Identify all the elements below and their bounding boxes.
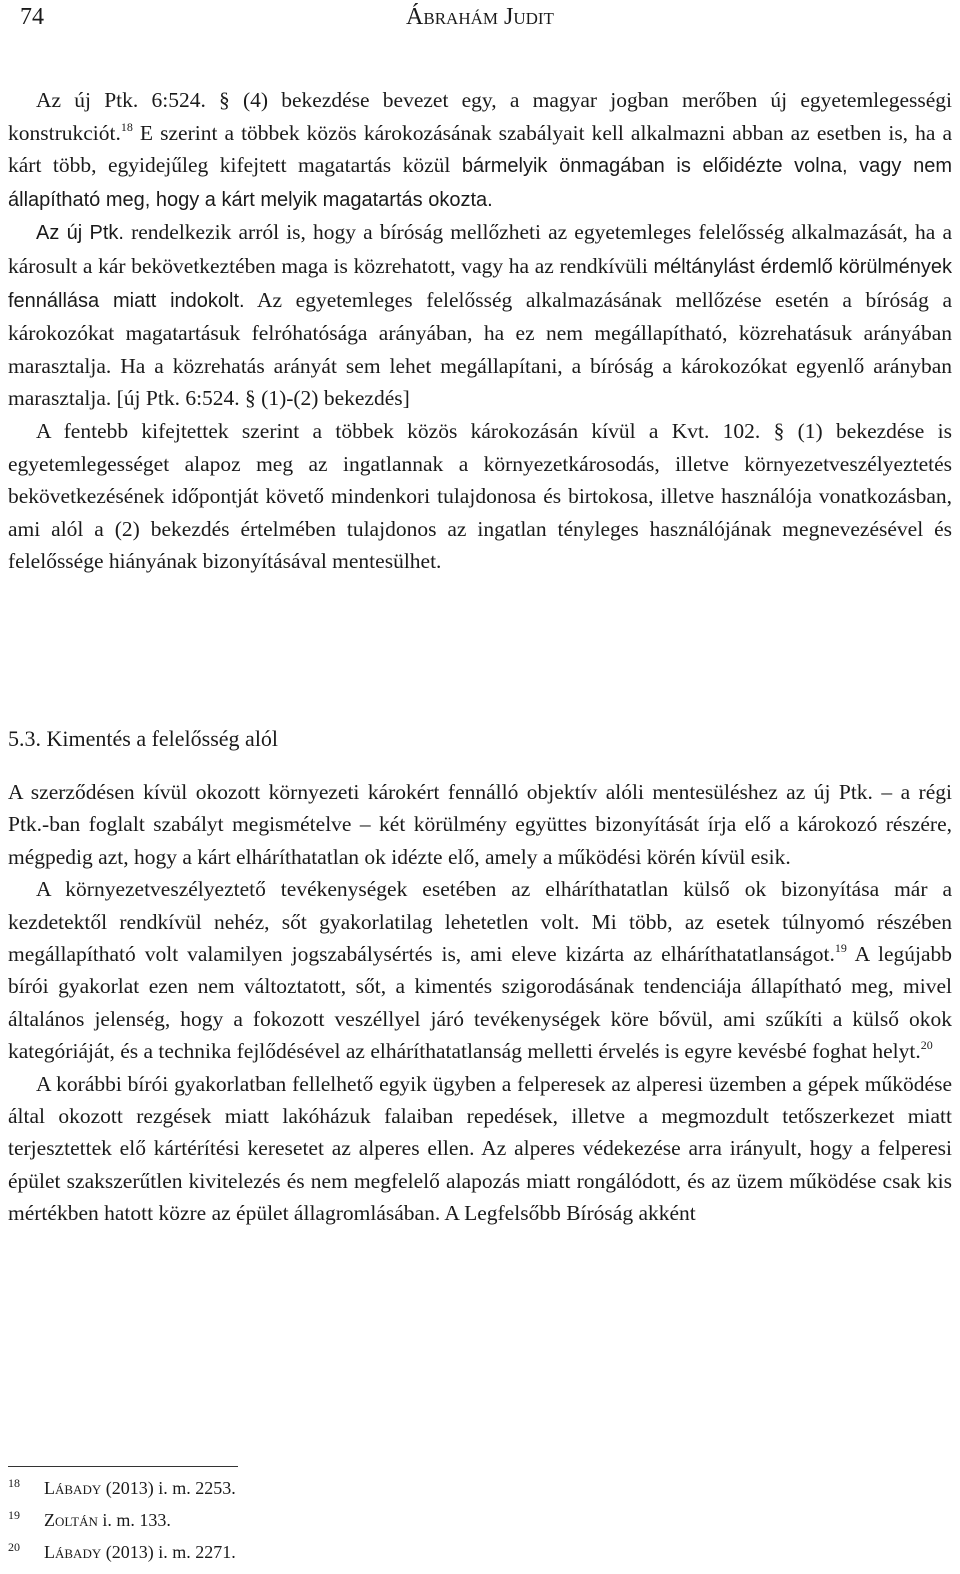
running-head-author: Ábrahám Judit xyxy=(406,4,554,30)
paragraph-1 xyxy=(8,84,952,216)
paragraph-1-text-b: E szerint a többek közös károkozásának szabályait kell alkalmazni abban az esetben is, ha a kárt több, egyidejűleg kifejtett magatartás közül xyxy=(8,120,952,178)
footnote-divider xyxy=(8,1466,238,1467)
paragraph-2 xyxy=(8,216,952,415)
paragraph-3: A fentebb kifejtettek szerint a többek közös károkozásán kívül a Kvt. 102. § (1) bekezdése is egyetemlegességet alapoz meg az ingatlannak a környezetkárosodás, illetve környezetveszélyeztetés bekövetkezésének időpontját követő mindenkori tulajdonosa és birtokosa, illetve használója vonatkozásban, ami alól a (2) bekezdés értelmében tulajdonos az ingatlan tényleges használójának megnevezésével és felelőssége hiányának bizonyításával mentesülhet. xyxy=(8,418,952,574)
page-header xyxy=(8,4,952,38)
paragraph-2-text-c: méltánylást érdemlő körülmények fennállása miatt indokolt. xyxy=(8,255,952,312)
footnote-20 xyxy=(8,1542,608,1574)
section-heading: 5.3. Kimentés a felelősség alól xyxy=(8,726,279,751)
footnote-number: 19 xyxy=(8,1508,20,1522)
main-text-block xyxy=(8,84,952,578)
footnote-citation: (2013) i. m. 2271. xyxy=(101,1542,236,1562)
footnote-author: Lábady xyxy=(44,1542,102,1562)
section-paragraph-3: A korábbi bírói gyakorlatban fellelhető egyik ügyben a felperesek az alperesi üzemben a gépek működése által okozott rezgések miatt lakóházuk falaiban repedések, illetve a megmozdult tetőszerkezet miatt terjesztettek elő kártérítési keresetet az alperes ellen. Az alperes védekezése arra irányult, hogy a felperesi épület szakszerűtlen kivitelezés és nem megfelelő alapozás miatt rongálódott, és az üzem működése csak kis mértékben hatott közre az épület állagromlásában. A Legfelsőbb Bíróság akként xyxy=(8,1071,952,1226)
footnote-number: 20 xyxy=(8,1540,20,1554)
footnote-18 xyxy=(8,1478,608,1510)
section-paragraph-2-text-a: A környezetveszélyeztető tevékenységek esetében az elháríthatatlan külső ok bizonyítása már a kezdetektől rendkívül nehéz, sőt gyakorlatilag lehetetlen volt. Mi több, az esetek túlnyomó részében megállapítható volt valamilyen jogszabálysértés is, ami eleve kizárta az elháríthatatlanságot. xyxy=(8,877,952,967)
footnote-author: Lábady xyxy=(44,1478,102,1498)
section-text-block xyxy=(8,776,952,1230)
footnote-citation: (2013) i. m. 2253. xyxy=(101,1478,236,1498)
section-paragraph-2-text-b: A legújabb bírói gyakorlat ezen nem változtatott, sőt, a kimentés szigorodásának tendenciája állapítható meg, mivel általános jelenség, hogy a fokozott veszéllyel járó tevékenységek köre bővül, ami szűkíti a külső okok kategóriáját, és a technika fejlődésével az elháríthatatlanság melletti érvelés is egyre kevésbé foghat helyt. xyxy=(8,942,953,1064)
section-paragraph-1: A szerződésen kívül okozott környezeti károkért fennálló objektív alóli mentesüléshez az új Ptk. – a régi Ptk.-ban foglalt szabályt megismételve – két körülmény együttes bizonyítását írja elő a károkozó részére, mégpedig azt, hogy a kárt elháríthatatlan ok idézte elő, amely a működési körén kívül esik. xyxy=(8,780,952,869)
paragraph-2-text-a: Az új Ptk. xyxy=(36,222,124,245)
footnote-text xyxy=(44,1510,171,1531)
footnote-ref-20[interactable]: 20 xyxy=(920,1038,933,1053)
footnote-citation: i. m. 133. xyxy=(97,1510,171,1530)
page-number: 74 xyxy=(20,4,44,30)
paragraph-1-text-a: Az új Ptk. 6:524. § (4) bekezdése bevezet egy, a magyar jogban merőben új egyetemlegességi konstrukciót. xyxy=(8,88,952,145)
footnote-ref-18[interactable]: 18 xyxy=(120,119,133,134)
section-paragraph-2 xyxy=(8,873,952,1067)
paragraph-2-text-b: rendelkezik arról is, hogy a bíróság mellőzheti az egyetemleges felelősség alkalmazását, ha a károsult a kár bekövetkeztében maga is közrehatott, vagy ha az rendkívüli xyxy=(8,220,952,278)
running-head xyxy=(8,4,952,31)
footnote-text xyxy=(44,1542,236,1563)
footnotes xyxy=(8,1478,608,1574)
footnote-author: Zoltán xyxy=(44,1510,98,1530)
footnote-text xyxy=(44,1478,236,1499)
footnote-19 xyxy=(8,1510,608,1542)
paragraph-2-text-d: Az egyetemleges felelősség alkalmazásának mellőzése esetén a bíróság a károkozókat magatartásuk felróhatósága arányában, ha ez nem megállapítható, közrehatásuk arányában marasztalja. Ha a közrehatás arányát sem lehet megállapítani, a bíróság a károkozókat egyenlő arányban marasztalja. [új Ptk. 6:524. § (1)-(2) bekezdés] xyxy=(8,287,952,411)
paragraph-1-text-c: bármelyik önmagában is előidézte volna, vagy nem állapítható meg, hogy a kárt melyik magatartás okozta. xyxy=(8,155,952,211)
footnote-ref-19[interactable]: 19 xyxy=(834,941,847,956)
footnote-number: 18 xyxy=(8,1476,20,1490)
